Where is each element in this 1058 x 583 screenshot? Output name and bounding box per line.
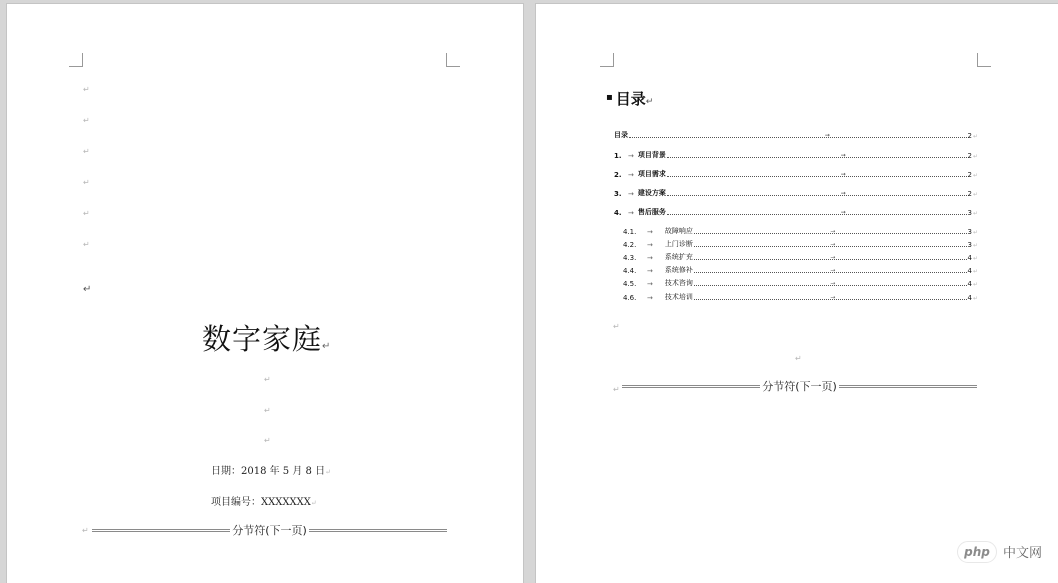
heading-bullet-icon: ▪ [606, 92, 613, 103]
toc-page-value: 2 [967, 132, 972, 140]
tab-arrow-icon: → [628, 209, 634, 217]
toc-entry-page-number [968, 132, 979, 140]
tab-arrow-icon: → [647, 294, 653, 302]
tab-arrow-icon: → [830, 241, 836, 248]
paragraph-mark: ↵ [264, 436, 271, 445]
toc-entry-text[interactable]: 售后服务 [637, 208, 666, 216]
watermark-site-name: 中文网 [1003, 546, 1043, 561]
toc-entry-page-number [968, 280, 979, 288]
cover-project-number-text[interactable]: 项目编号：XXXXXXX [211, 497, 311, 508]
paragraph-mark: ↵ [972, 242, 978, 249]
toc-entry[interactable] [623, 291, 978, 302]
php-logo-text: php [964, 545, 990, 559]
toc-entry[interactable] [614, 187, 978, 198]
toc-page-value: 4 [967, 280, 972, 288]
toc-entry-page-number [968, 152, 979, 160]
toc-entry-number: 4.1. [623, 228, 637, 236]
paragraph-mark: ↵ [795, 354, 802, 363]
toc-page-value: 2 [967, 171, 972, 179]
toc-leader-dots [667, 209, 967, 216]
tab-arrow-icon: → [840, 171, 846, 178]
toc-entry[interactable] [623, 225, 978, 236]
toc-leader-dots [667, 171, 967, 178]
toc-entry[interactable] [614, 149, 978, 160]
toc-page-value: 2 [967, 190, 972, 198]
toc-entry-number: 4.2. [623, 241, 637, 249]
paragraph-mark: ↵ [264, 406, 271, 415]
toc-entry-text[interactable]: 目录 [614, 131, 628, 139]
tab-arrow-icon: → [840, 152, 846, 159]
toc-entry-text[interactable]: 技术咨询 [664, 279, 693, 287]
tab-arrow-icon: → [647, 228, 653, 236]
paragraph-mark: ↵ [83, 240, 90, 249]
toc-entry-number: 1. [614, 152, 622, 160]
section-break[interactable] [92, 523, 447, 537]
toc-leader-dots [694, 267, 967, 274]
toc-entry[interactable] [623, 251, 978, 262]
toc-page-value: 3 [967, 209, 972, 217]
toc-entry-text[interactable]: 项目需求 [637, 170, 666, 178]
tab-arrow-icon: → [647, 254, 653, 262]
section-break-label: 分节符(下一页) [232, 524, 307, 537]
toc-entry-number: 4.5. [623, 280, 637, 288]
tab-arrow-icon: → [830, 294, 836, 301]
toc-entry-text[interactable]: 建设方案 [637, 189, 666, 197]
toc-heading-text[interactable]: 目录 [615, 90, 646, 108]
toc-entry-text[interactable]: 系统修补 [664, 266, 693, 274]
paragraph-mark: ↵ [83, 209, 90, 218]
tab-arrow-icon: → [647, 267, 653, 275]
toc-leader-dots [694, 254, 967, 261]
margin-corner-top-left [69, 53, 83, 67]
toc-entry-number: 4.6. [623, 294, 637, 302]
tab-arrow-icon: → [628, 171, 634, 179]
toc-entry-number: 4. [614, 209, 622, 217]
cover-title[interactable] [202, 317, 331, 358]
paragraph-mark: ↵ [972, 255, 978, 262]
toc-entry[interactable] [614, 206, 978, 217]
cover-date[interactable] [211, 462, 331, 477]
toc-page-value: 2 [967, 152, 972, 160]
toc-entry-page-number [968, 228, 979, 236]
paragraph-mark: ↵ [83, 284, 92, 295]
toc-heading[interactable] [606, 88, 653, 109]
paragraph-mark: ↵ [310, 499, 317, 507]
toc-page-value: 4 [967, 254, 972, 262]
tab-arrow-icon: → [830, 267, 836, 274]
tab-arrow-icon: → [830, 280, 836, 287]
tab-arrow-icon: → [830, 254, 836, 261]
toc-page-value: 3 [967, 228, 972, 236]
toc-page-value: 4 [967, 267, 972, 275]
toc-entry-text[interactable]: 故障响应 [664, 227, 693, 235]
paragraph-mark: ↵ [613, 385, 620, 394]
document-page-toc[interactable] [536, 4, 1058, 583]
margin-corner-top-right [977, 53, 991, 67]
toc-entry-page-number [968, 209, 979, 217]
paragraph-mark: ↵ [972, 133, 978, 140]
tab-arrow-icon: → [647, 241, 653, 249]
php-logo-icon [957, 541, 997, 563]
toc-entry-text[interactable]: 系统扩充 [664, 253, 693, 261]
section-break-line [839, 385, 977, 388]
toc-entry[interactable] [623, 277, 978, 288]
paragraph-mark: ↵ [83, 116, 90, 125]
toc-page-value: 4 [967, 294, 972, 302]
paragraph-mark: ↵ [972, 281, 978, 288]
paragraph-mark: ↵ [972, 268, 978, 275]
tab-arrow-icon: → [647, 280, 653, 288]
paragraph-mark: ↵ [645, 97, 654, 107]
toc-entry[interactable] [623, 264, 978, 275]
tab-arrow-icon: → [824, 132, 830, 139]
paragraph-mark: ↵ [83, 178, 90, 187]
toc-entry[interactable] [614, 168, 978, 179]
tab-arrow-icon: → [830, 228, 836, 235]
section-break-label: 分节符(下一页) [762, 380, 837, 393]
section-break[interactable] [622, 379, 977, 393]
cover-project-number[interactable] [211, 493, 317, 508]
paragraph-mark: ↵ [972, 191, 978, 198]
toc-entry[interactable] [614, 129, 978, 140]
paragraph-mark: ↵ [82, 526, 89, 535]
toc-entry-page-number [968, 171, 979, 179]
cover-date-text[interactable]: 日期：2018 年 5 月 8 日 [211, 466, 326, 477]
toc-leader-dots [694, 280, 967, 287]
toc-entry-text[interactable]: 项目背景 [637, 151, 666, 159]
section-break-line [92, 529, 230, 532]
toc-entry-number: 4.3. [623, 254, 637, 262]
toc-entry-page-number [968, 190, 979, 198]
toc-leader-dots [694, 228, 967, 235]
document-page-cover[interactable] [7, 4, 523, 583]
toc-entry-page-number [968, 254, 979, 262]
toc-entry-text[interactable]: 技术培训 [664, 293, 693, 301]
margin-corner-top-left [600, 53, 614, 67]
toc-entry-number: 2. [614, 171, 622, 179]
paragraph-mark: ↵ [613, 322, 620, 331]
tab-arrow-icon: → [840, 190, 846, 197]
toc-entry-text[interactable]: 上门诊断 [664, 240, 693, 248]
toc-leader-dots [667, 152, 967, 159]
paragraph-mark: ↵ [972, 210, 978, 217]
toc-entry[interactable] [623, 238, 978, 249]
toc-page-value: 3 [967, 241, 972, 249]
toc-leader-dots [694, 241, 967, 248]
toc-entry-page-number [968, 241, 979, 249]
toc-entry-page-number [968, 294, 979, 302]
paragraph-mark: ↵ [83, 85, 90, 94]
paragraph-mark: ↵ [325, 468, 331, 476]
paragraph-mark: ↵ [972, 229, 978, 236]
margin-corner-top-right [446, 53, 460, 67]
section-break-line [622, 385, 760, 388]
toc-leader-dots [629, 132, 967, 139]
tab-arrow-icon: → [840, 209, 846, 216]
toc-leader-dots [694, 294, 967, 301]
toc-entry-number: 4.4. [623, 267, 637, 275]
toc-leader-dots [667, 190, 967, 197]
tab-arrow-icon: → [628, 152, 634, 160]
paragraph-mark: ↵ [972, 295, 978, 302]
toc-entry-number: 3. [614, 190, 622, 198]
toc-entry-page-number [968, 267, 979, 275]
section-break-line [309, 529, 447, 532]
paragraph-mark: ↵ [322, 341, 332, 352]
cover-title-text[interactable]: 数字家庭 [202, 322, 323, 356]
paragraph-mark: ↵ [264, 375, 271, 384]
tab-arrow-icon: → [628, 190, 634, 198]
paragraph-mark: ↵ [83, 147, 90, 156]
paragraph-mark: ↵ [972, 153, 978, 160]
paragraph-mark: ↵ [972, 172, 978, 179]
